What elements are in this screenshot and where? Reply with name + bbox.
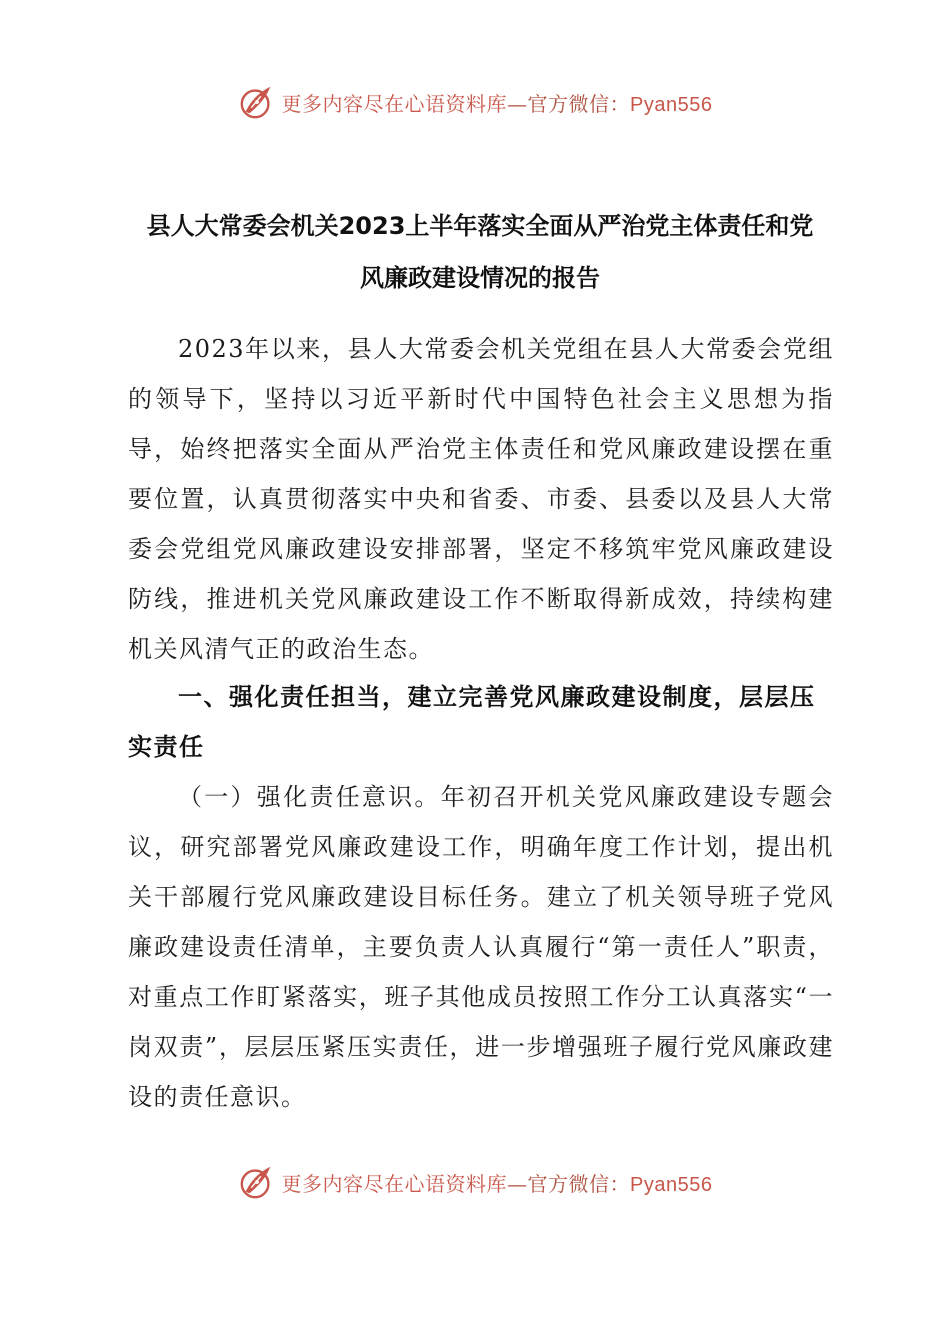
watermark-wechat-label: 官方微信： [527, 1171, 631, 1196]
title-line-2: 风廉政建设情况的报告 [360, 264, 600, 292]
watermark-wechat-label: 官方微信： [527, 91, 631, 116]
title-line-1: 县人大常委会机关2023上半年落实全面从严治党主体责任和党 [146, 212, 814, 240]
pen-nib-logo-icon [238, 83, 276, 121]
watermark-separator: — [507, 91, 528, 116]
section-1-paragraph-1: （一）强化责任意识。年初召开机关党风廉政建设专题会议，研究部署党风廉政建设工作，明确年度工作计划，提出机关干部履行党风廉政建设目标任务。建立了机关领导班子党风廉政建设责任清单，主要负责人认真履行“第一责任人”职责，对重点工作盯紧落实，班子其他成员按照工作分工认真落实“一岗双责”，层层压紧压实责任，进一步增强班子履行党风廉政建设的责任意识。 [128, 783, 834, 1111]
intro-paragraph: 2023年以来，县人大常委会机关党组在县人大常委会党组的领导下，坚持以习近平新时代中国特色社会主义思想为指导，始终把落实全面从严治党主体责任和党风廉政建设摆在重要位置，认真贯彻落实中央和省委、市委、县委以及县人大常委会党组党风廉政建设安排部署，坚定不移筑牢党风廉政建设防线，推进机关党风廉政建设工作不断取得新成效，持续构建机关风清气正的政治生态。 [128, 335, 834, 663]
pen-nib-logo-icon [238, 1163, 276, 1201]
watermark-separator: — [507, 1171, 528, 1196]
watermark-text [282, 1168, 713, 1197]
watermark-wechat-id: Pyan556 [630, 1173, 713, 1196]
watermark-brand: 更多内容尽在心语资料库 [281, 1171, 508, 1196]
document-title [120, 200, 840, 304]
watermark-brand: 更多内容尽在心语资料库 [281, 91, 508, 116]
watermark-text [282, 88, 713, 117]
section-1-heading: 一、强化责任担当，建立完善党风廉政建设制度，层层压实责任 [128, 683, 816, 761]
footer-watermark-banner [0, 1160, 950, 1204]
watermark-wechat-id: Pyan556 [630, 93, 713, 116]
header-watermark-banner [0, 80, 950, 124]
